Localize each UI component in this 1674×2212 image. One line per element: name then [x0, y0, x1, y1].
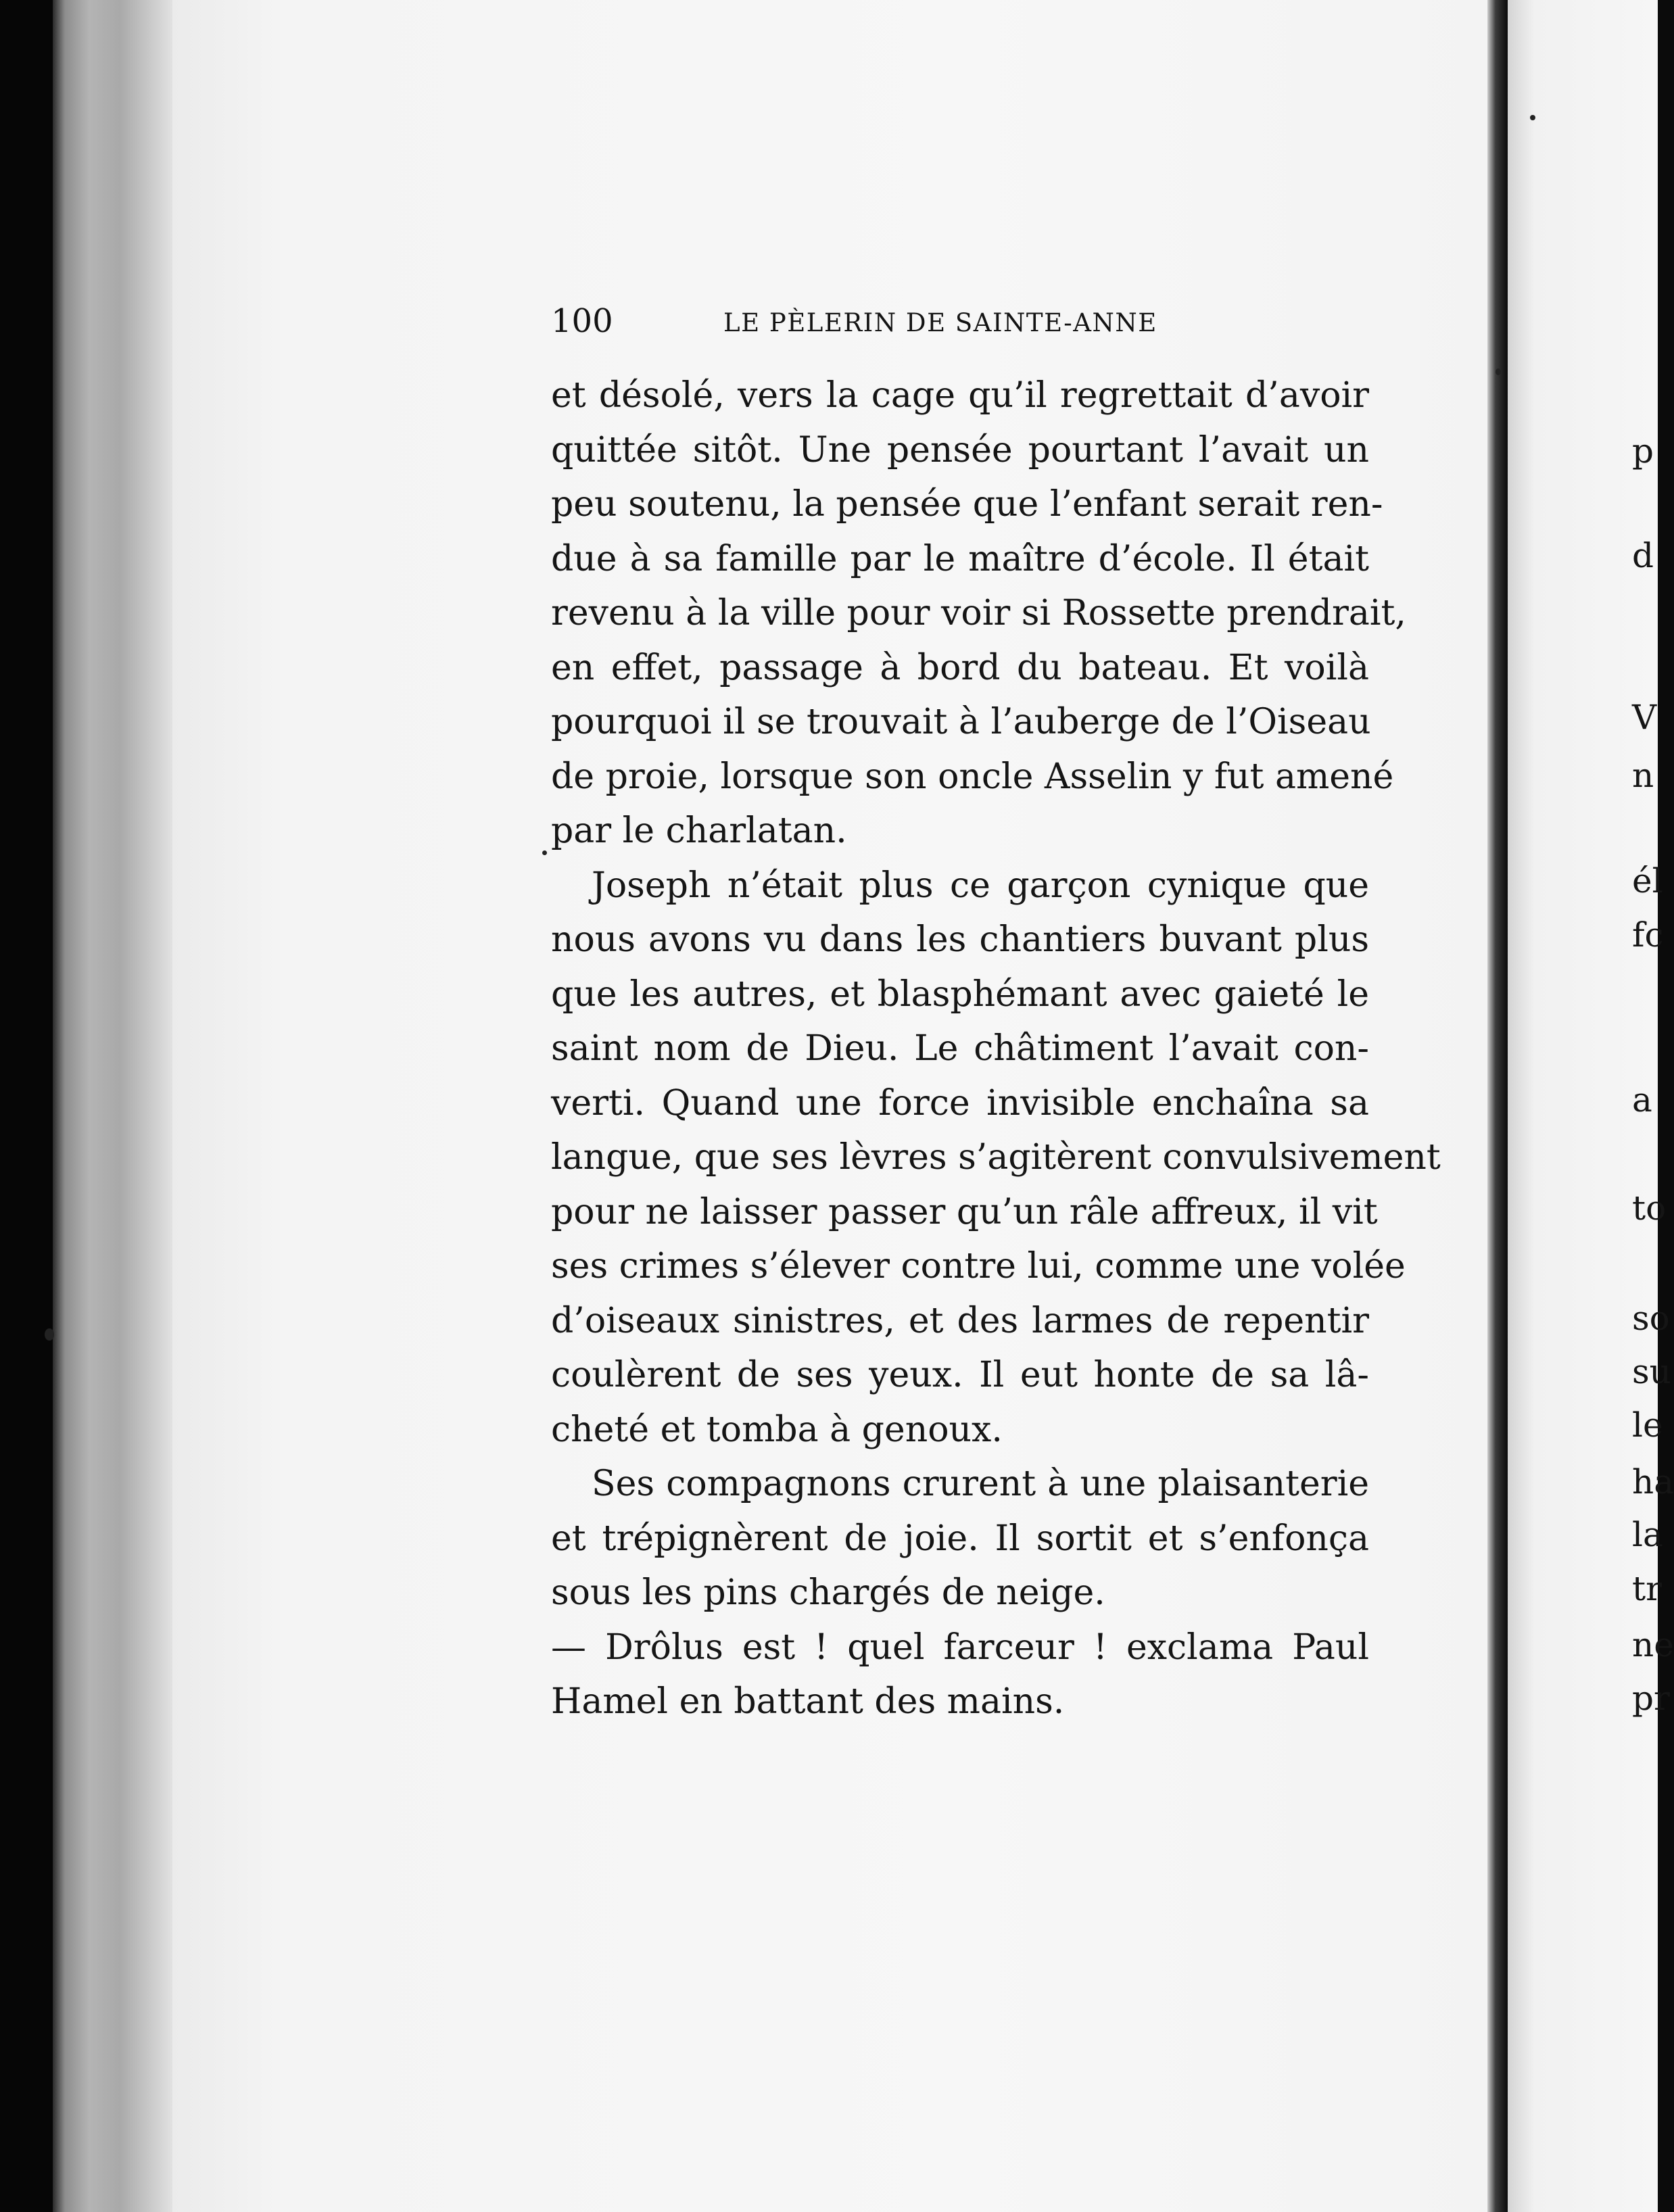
text-line: ses crimes s’élever contre lui, comme une volée	[551, 1246, 1406, 1287]
paragraph-start-line: Joseph n’était plus ce garçon cynique que	[592, 865, 1369, 906]
text-line: en effet, passage à bord du bateau. Et voilà	[551, 647, 1369, 688]
paragraph-end-line: sous les pins chargés de neige.	[551, 1572, 1105, 1613]
scan-speck	[542, 850, 547, 855]
text-line: d’oiseaux sinistres, et des larmes de repentir	[551, 1300, 1369, 1341]
facing-fragment: la	[1632, 1515, 1663, 1554]
facing-fragment: fc	[1632, 915, 1664, 955]
facing-fragment: d	[1632, 536, 1654, 575]
text-line: nous avons vu dans les chantiers buvant plus	[551, 919, 1369, 960]
facing-fragment: V	[1632, 698, 1657, 737]
text-line: quittée sitôt. Une pensée pourtant l’avait un	[551, 429, 1369, 471]
scan-speck	[1496, 368, 1501, 375]
facing-fragment: su	[1632, 1352, 1671, 1391]
text-line: saint nom de Dieu. Le châtiment l’avait con-	[551, 1028, 1369, 1069]
facing-fragment: p	[1632, 431, 1654, 471]
text-line: revenu à la ville pour voir si Rossette prendrait,	[551, 593, 1406, 633]
facing-fragment: a	[1632, 1080, 1652, 1120]
paragraph-end-line: par le charlatan.	[551, 811, 847, 851]
body-text	[551, 368, 1441, 1729]
text-line: verti. Quand une force invisible enchaîna sa	[551, 1082, 1369, 1124]
text-line: pourquoi il se trouvait à l’auberge de l’Oiseau	[551, 702, 1371, 742]
facing-fragment: so	[1632, 1299, 1670, 1338]
book-gutter	[1487, 0, 1508, 2212]
page-number: 100	[551, 302, 613, 340]
scan-speck	[45, 1328, 54, 1341]
page-edge-shadow	[53, 0, 174, 2212]
text-line: et trépignèrent de joie. Il sortit et s’enfonça	[551, 1518, 1369, 1559]
dialogue-line: — Drôlus est ! quel farceur ! exclama Paul	[551, 1627, 1369, 1668]
facing-page-fragments	[1632, 0, 1674, 2212]
facing-fragment: le	[1632, 1405, 1663, 1445]
text-line: que les autres, et blasphémant avec gaieté le	[551, 973, 1369, 1015]
text-line: pour ne laisser passer qu’un râle affreux, il vit	[551, 1191, 1378, 1232]
running-head	[551, 297, 1369, 345]
facing-fragment: n	[1632, 756, 1654, 795]
text-line: langue, que ses lèvres s’agitèrent convulsivement	[551, 1137, 1441, 1178]
running-title: LE PÈLERIN DE SAINTE-ANNE	[723, 308, 1157, 337]
facing-fragment: ne	[1632, 1625, 1674, 1664]
facing-fragment: pr	[1632, 1679, 1670, 1718]
text-line: et désolé, vers la cage qu’il regrettait d’avoir	[551, 375, 1369, 416]
paragraph-start-line: Ses compagnons crurent à une plaisanterie	[592, 1464, 1369, 1504]
facing-fragment: ha	[1632, 1462, 1674, 1501]
scan-border-left	[0, 0, 54, 2212]
text-line: due à sa famille par le maître d’école. Il était	[551, 538, 1369, 579]
facing-fragment: tr	[1632, 1569, 1662, 1608]
text-line: coulèrent de ses yeux. Il eut honte de sa lâ-	[551, 1355, 1369, 1395]
text-line: de proie, lorsque son oncle Asselin y fut amené	[551, 756, 1394, 797]
paragraph-end-line: Hamel en battant des mains.	[551, 1681, 1065, 1722]
facing-fragment: to	[1632, 1188, 1667, 1228]
scan-speck	[1530, 115, 1535, 120]
facing-fragment: él	[1632, 861, 1663, 900]
text-line: peu soutenu, la pensée que l’enfant serait ren-	[551, 484, 1383, 525]
paragraph-end-line: cheté et tomba à genoux.	[551, 1409, 1003, 1450]
